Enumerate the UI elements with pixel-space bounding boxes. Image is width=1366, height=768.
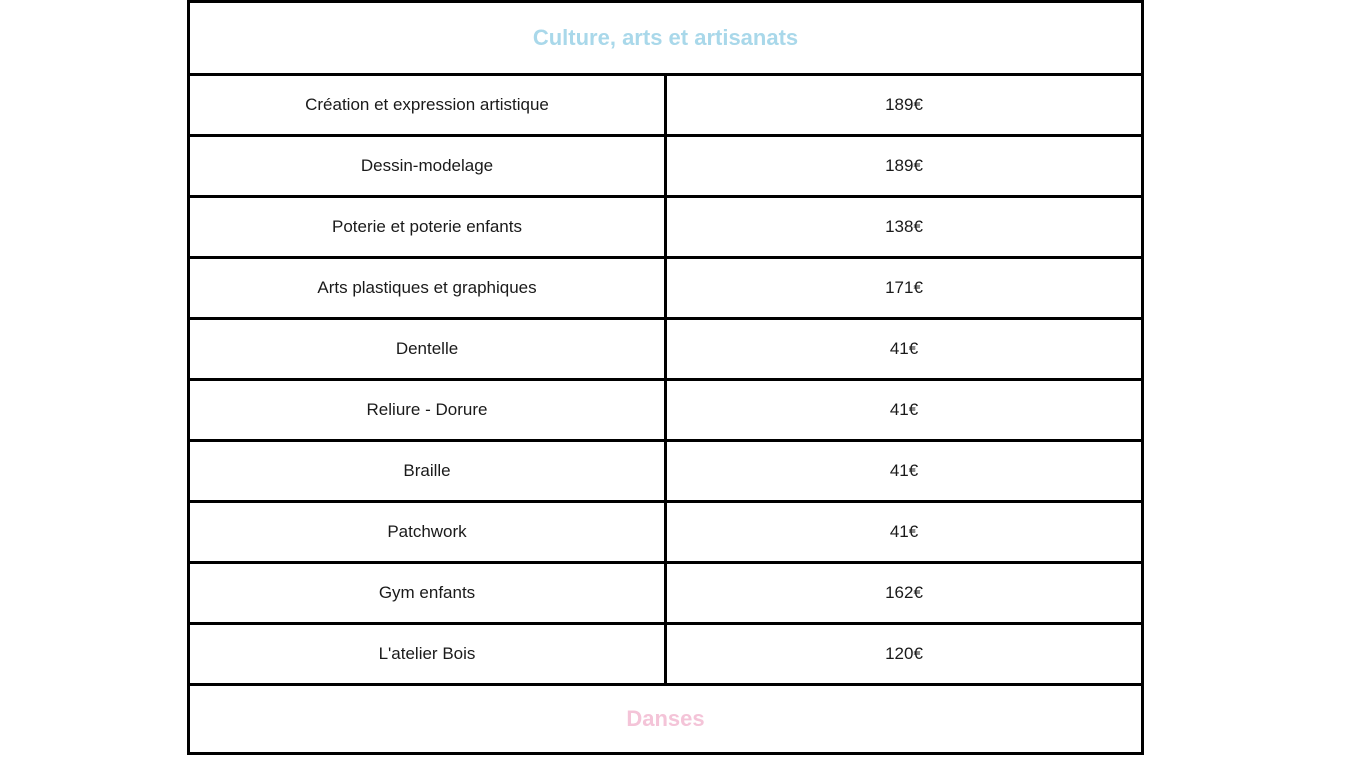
table-row: [189, 319, 1143, 380]
activity-name: Dentelle: [189, 319, 666, 380]
activity-name: L'atelier Bois: [189, 624, 666, 685]
activity-name: Gym enfants: [189, 563, 666, 624]
table-row: [189, 75, 1143, 136]
table-row: [189, 502, 1143, 563]
activity-price: 189€: [666, 75, 1143, 136]
activity-price: 138€: [666, 197, 1143, 258]
table-row: [189, 197, 1143, 258]
activity-price: 189€: [666, 136, 1143, 197]
table-row: [189, 441, 1143, 502]
section-header-row: [189, 685, 1143, 754]
activity-name: Braille: [189, 441, 666, 502]
table-row: [189, 380, 1143, 441]
activity-name: Dessin-modelage: [189, 136, 666, 197]
activity-price: 41€: [666, 380, 1143, 441]
activity-price: 41€: [666, 502, 1143, 563]
section-header-row: [189, 2, 1143, 75]
section-title-culture: Culture, arts et artisanats: [189, 2, 1143, 75]
activity-name: Patchwork: [189, 502, 666, 563]
table-row: [189, 624, 1143, 685]
activity-price: 41€: [666, 441, 1143, 502]
table-row: [189, 258, 1143, 319]
activity-price: 162€: [666, 563, 1143, 624]
table-row: [189, 136, 1143, 197]
activity-name: Arts plastiques et graphiques: [189, 258, 666, 319]
activity-price: 41€: [666, 319, 1143, 380]
activity-name: Reliure - Dorure: [189, 380, 666, 441]
activity-price: 120€: [666, 624, 1143, 685]
activity-name: Création et expression artistique: [189, 75, 666, 136]
price-table: [187, 0, 1144, 755]
activity-price: 171€: [666, 258, 1143, 319]
activity-name: Poterie et poterie enfants: [189, 197, 666, 258]
price-table-body: [189, 2, 1143, 754]
table-row: [189, 563, 1143, 624]
section-title-danses: Danses: [189, 685, 1143, 754]
